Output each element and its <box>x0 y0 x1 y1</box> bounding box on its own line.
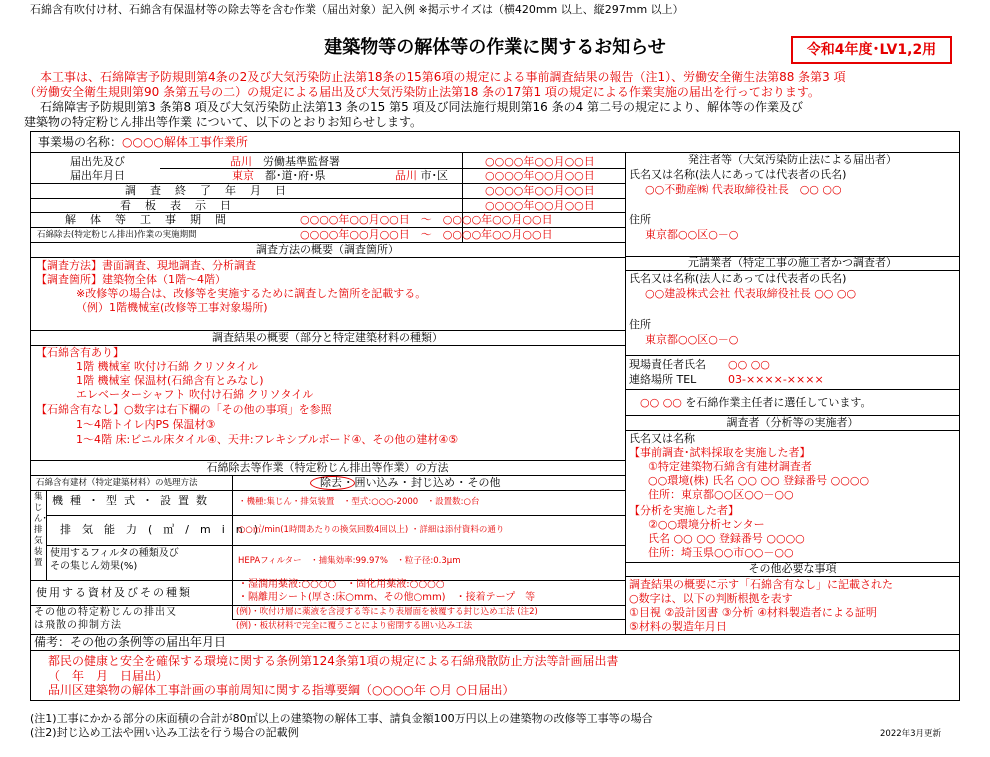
treatment-options: 除去 ･ 囲い込み ･ 封じ込め ･ その他 <box>320 476 501 489</box>
investigator-line: 住所：東京都○○区○○－○○ <box>648 488 794 501</box>
materials-value-1: ・湿潤用薬液:○○○○ ・固化用薬液:○○○○ <box>238 579 445 590</box>
investigator-line: ○○環境(株) 氏名 ○○ ○○ 登録番号 ○○○○ <box>648 474 870 487</box>
survey-method-line: 【調査箇所】建築物全体（1階～4階） <box>36 273 226 286</box>
investigator-line: ②○○環境分析センター <box>648 518 765 531</box>
results-line: 1階 機械室 吹付け石綿 クリソタイル <box>76 360 259 373</box>
other-matters-line: ○数字は、以下の判断根拠を表す <box>629 592 793 605</box>
method-header: 石綿除去等作業（特定粉じん排出等作業）の方法 <box>206 461 449 474</box>
contractor-name-label: 氏名又は名称(法人にあっては代表者の氏名) <box>629 272 847 285</box>
city: 品川 市･区 <box>395 169 448 182</box>
remarks-line-3: 品川区建築物の解体工事計画の事前周知に関する指導要綱（○○○○年 ○月 ○日届出） <box>48 683 515 697</box>
other-suppression-label: その他の特定粉じんの排出又 は飛散の抑制方法 <box>34 607 177 631</box>
remarks-header: 備考：その他の条例等の届出年月日 <box>34 635 227 649</box>
survey-method-line: （例）1階機械室(改修等工事対象場所) <box>76 301 268 314</box>
site-manager-name: ○○ ○○ <box>728 358 770 371</box>
orderer-header: 発注者等（大気汚染防止法による届出者） <box>688 153 897 166</box>
survey-method-header: 調査方法の概要（調査箇所） <box>256 243 399 256</box>
results-line: 1～4階 床:ビニル床タイル④、天井:フレキシブルボード④、その他の建材④⑤ <box>76 433 459 446</box>
removal-period: ○○○○年○○月○○日 ～ ○○○○年○○月○○日 <box>300 228 553 241</box>
footnote-2: (注2)封じ込め工法や囲い込み工法を行う場合の記載例 <box>30 726 299 739</box>
revision-date: 2022年3月更新 <box>880 729 942 739</box>
materials-label: 使用する資材及びその種類 <box>36 586 192 599</box>
other-suppression-value-1: (例)・吹付け層に薬液を含浸する等により表層面を被覆する封じ込め工法 (注2) <box>236 607 538 617</box>
footnote-1: (注1)工事にかかる部分の床面積の合計が80㎡以上の建築物の解体工事、請負金額100万円以上の建築物の改修等工事等の場合 <box>30 712 653 725</box>
labor-office-date: ○○○○年○○月○○日 <box>485 155 595 168</box>
orderer-address: 東京都○○区○－○ <box>645 228 739 241</box>
investigator-line: 【事前調査･試料採取を実施した者】 <box>629 446 811 459</box>
intro-line-2: （労働安全衛生規則第90 条第五号の二）の規定による届出及び大気汚染防止法第18 条の17第1 項の規定による作業実施の届出を行っております。 <box>24 85 820 99</box>
other-matters-line: ⑤材料の製造年月日 <box>629 620 727 633</box>
survey-method-line: 【調査方法】書面調査、現地調査、分析調査 <box>36 259 256 272</box>
other-suppression-value-2: (例)・板状材料で完全に覆うことにより密閉する囲い込み工法 <box>236 621 473 631</box>
treatment-method-label: 石綿含有建材（特定建築材料）の処理方法 <box>36 478 198 488</box>
investigator-line: 氏名 ○○ ○○ 登録番号 ○○○○ <box>648 532 805 545</box>
contractor-header: 元請業者（特定工事の施工者かつ調査者） <box>688 256 897 269</box>
intro-line-3: 石綿障害予防規則第3 条第8 項及び大気汚染防止法第13 条の15 第5 項及び同法施行規則第16 条の4 第二号の規定により、解体等の作業及び <box>40 100 804 114</box>
exhaust-capacity-value: ○○㎥/min(1時間あたりの換気回数4回以上) ・詳細は添付資料の通り <box>238 525 505 535</box>
posting-date-label: 看板表示日 <box>120 199 245 212</box>
remarks-line-1: 都民の健康と安全を確保する環境に関する条例第124条第1項の規定による石綿飛散防止方法等計画届出書 <box>48 654 619 668</box>
contractor-address: 東京都○○区○－○ <box>645 333 739 346</box>
exhaust-capacity-label: 排気能力(㎥/min) <box>60 523 270 536</box>
dust-collector-vertical-label: 集じん･排気装置 <box>34 492 47 568</box>
intro-line-1: 本工事は、石綿障害予防規則第4条の2及び大気汚染防止法第18条の15第6項の規定による事前調査結果の報告（注1）、労働安全衛生法第88 条第3 項 <box>40 70 846 84</box>
survey-results-header: 調査結果の概要（部分と特定建築材料の種類） <box>212 331 443 344</box>
prefecture-date: ○○○○年○○月○○日 <box>485 169 595 182</box>
results-line: 1～4階トイレ内PS 保温材③ <box>76 418 216 431</box>
other-matters-line: ①目視 ②設計図書 ③分析 ④材料製造者による証明 <box>629 606 877 619</box>
survey-end-label: 調査終了年月日 <box>125 184 300 197</box>
investigator-line: 住所：埼玉県○○市○○－○○ <box>648 546 794 559</box>
results-line: 【石綿含有なし】○数字は右下欄の「その他の事項」を参照 <box>36 403 332 416</box>
page-title: 建築物等の解体等の作業に関するお知らせ <box>324 37 666 58</box>
contractor-address-label: 住所 <box>629 318 651 331</box>
contact-label: 連絡場所 TEL <box>629 373 697 386</box>
survey-method-line: ※改修等の場合は、改修等を実施するために調査した箇所を記載する。 <box>76 287 427 300</box>
demolition-period-label: 解体等工事期間 <box>65 213 240 226</box>
filter-label: 使用するフィルタの種類及び その集じん効果(%) <box>50 548 179 572</box>
investigator-line: 【分析を実施した者】 <box>629 504 739 517</box>
contractor-name: ○○建設株式会社 代表取締役社長 ○○ ○○ <box>645 287 857 300</box>
notification-label: 届出先及び 届出年月日 <box>70 155 125 182</box>
other-matters-header: その他必要な事項 <box>748 562 837 575</box>
results-line: 【石綿含有あり】 <box>36 346 124 359</box>
intro-line-4: 建築物の特定粉じん排出等作業 について、以下のとおりお知らせします。 <box>24 115 423 129</box>
results-line: エレベーターシャフト 吹付け石綿 クリソタイル <box>76 388 314 401</box>
orderer-name: ○○不動産㈱ 代表取締役社長 ○○ ○○ <box>645 183 842 196</box>
contact-tel: 03-××××-×××× <box>728 373 824 386</box>
workplace-name: 事業場の名称：○○○○解体工事作業所 <box>38 135 248 149</box>
removal-period-label: 石綿除去(特定粉じん排出)作業の実施期間 <box>37 230 197 240</box>
filter-value: HEPAフィルター ・捕集効率:99.97% ・粒子径:0.3μm <box>238 556 461 566</box>
asbestos-chief: ○○ ○○ を石綿作業主任者に選任しています。 <box>640 396 872 409</box>
results-line: 1階 機械室 保温材(石綿含有とみなし) <box>76 374 264 387</box>
remarks-line-2: （ 年 月 日届出） <box>48 669 169 683</box>
other-matters-line: 調査結果の概要に示す「石綿含有なし」に記載された <box>629 578 893 591</box>
orderer-name-label: 氏名又は名称(法人にあっては代表者の氏名) <box>629 168 847 181</box>
prefecture: 東京 都･道･府･県 <box>232 169 326 182</box>
equipment-label: 機種・型式・設置数 <box>52 494 214 507</box>
orderer-address-label: 住所 <box>629 213 651 226</box>
equipment-value: ・機種:集じん・排気装置 ・型式:○○○-2000 ・設置数:○台 <box>238 497 480 507</box>
site-manager-label: 現場責任者氏名 <box>629 358 706 371</box>
survey-end-date: ○○○○年○○月○○日 <box>485 184 595 197</box>
investigator-name-label: 氏名又は名称 <box>629 432 695 445</box>
posting-size-note: 石綿含有吹付け材、石綿含有保温材等の除去等を含む作業（届出対象）記入例 ※掲示サイズは（横420mm 以上、縦297mm 以上） <box>30 3 684 16</box>
materials-value-2: ・隔離用シート(厚さ:床○mm、その他○mm) ・接着テープ 等 <box>238 592 536 603</box>
fiscal-year-badge: 令和4年度･LV1,2用 <box>791 36 952 64</box>
investigator-line: ①特定建築物石綿含有建材調査者 <box>648 460 812 473</box>
posting-date: ○○○○年○○月○○日 <box>485 199 595 212</box>
investigator-header: 調査者（分析等の実施者） <box>726 416 859 429</box>
labor-office: 品川 労働基準監督署 <box>230 155 340 168</box>
demolition-period: ○○○○年○○月○○日 ～ ○○○○年○○月○○日 <box>300 213 553 226</box>
